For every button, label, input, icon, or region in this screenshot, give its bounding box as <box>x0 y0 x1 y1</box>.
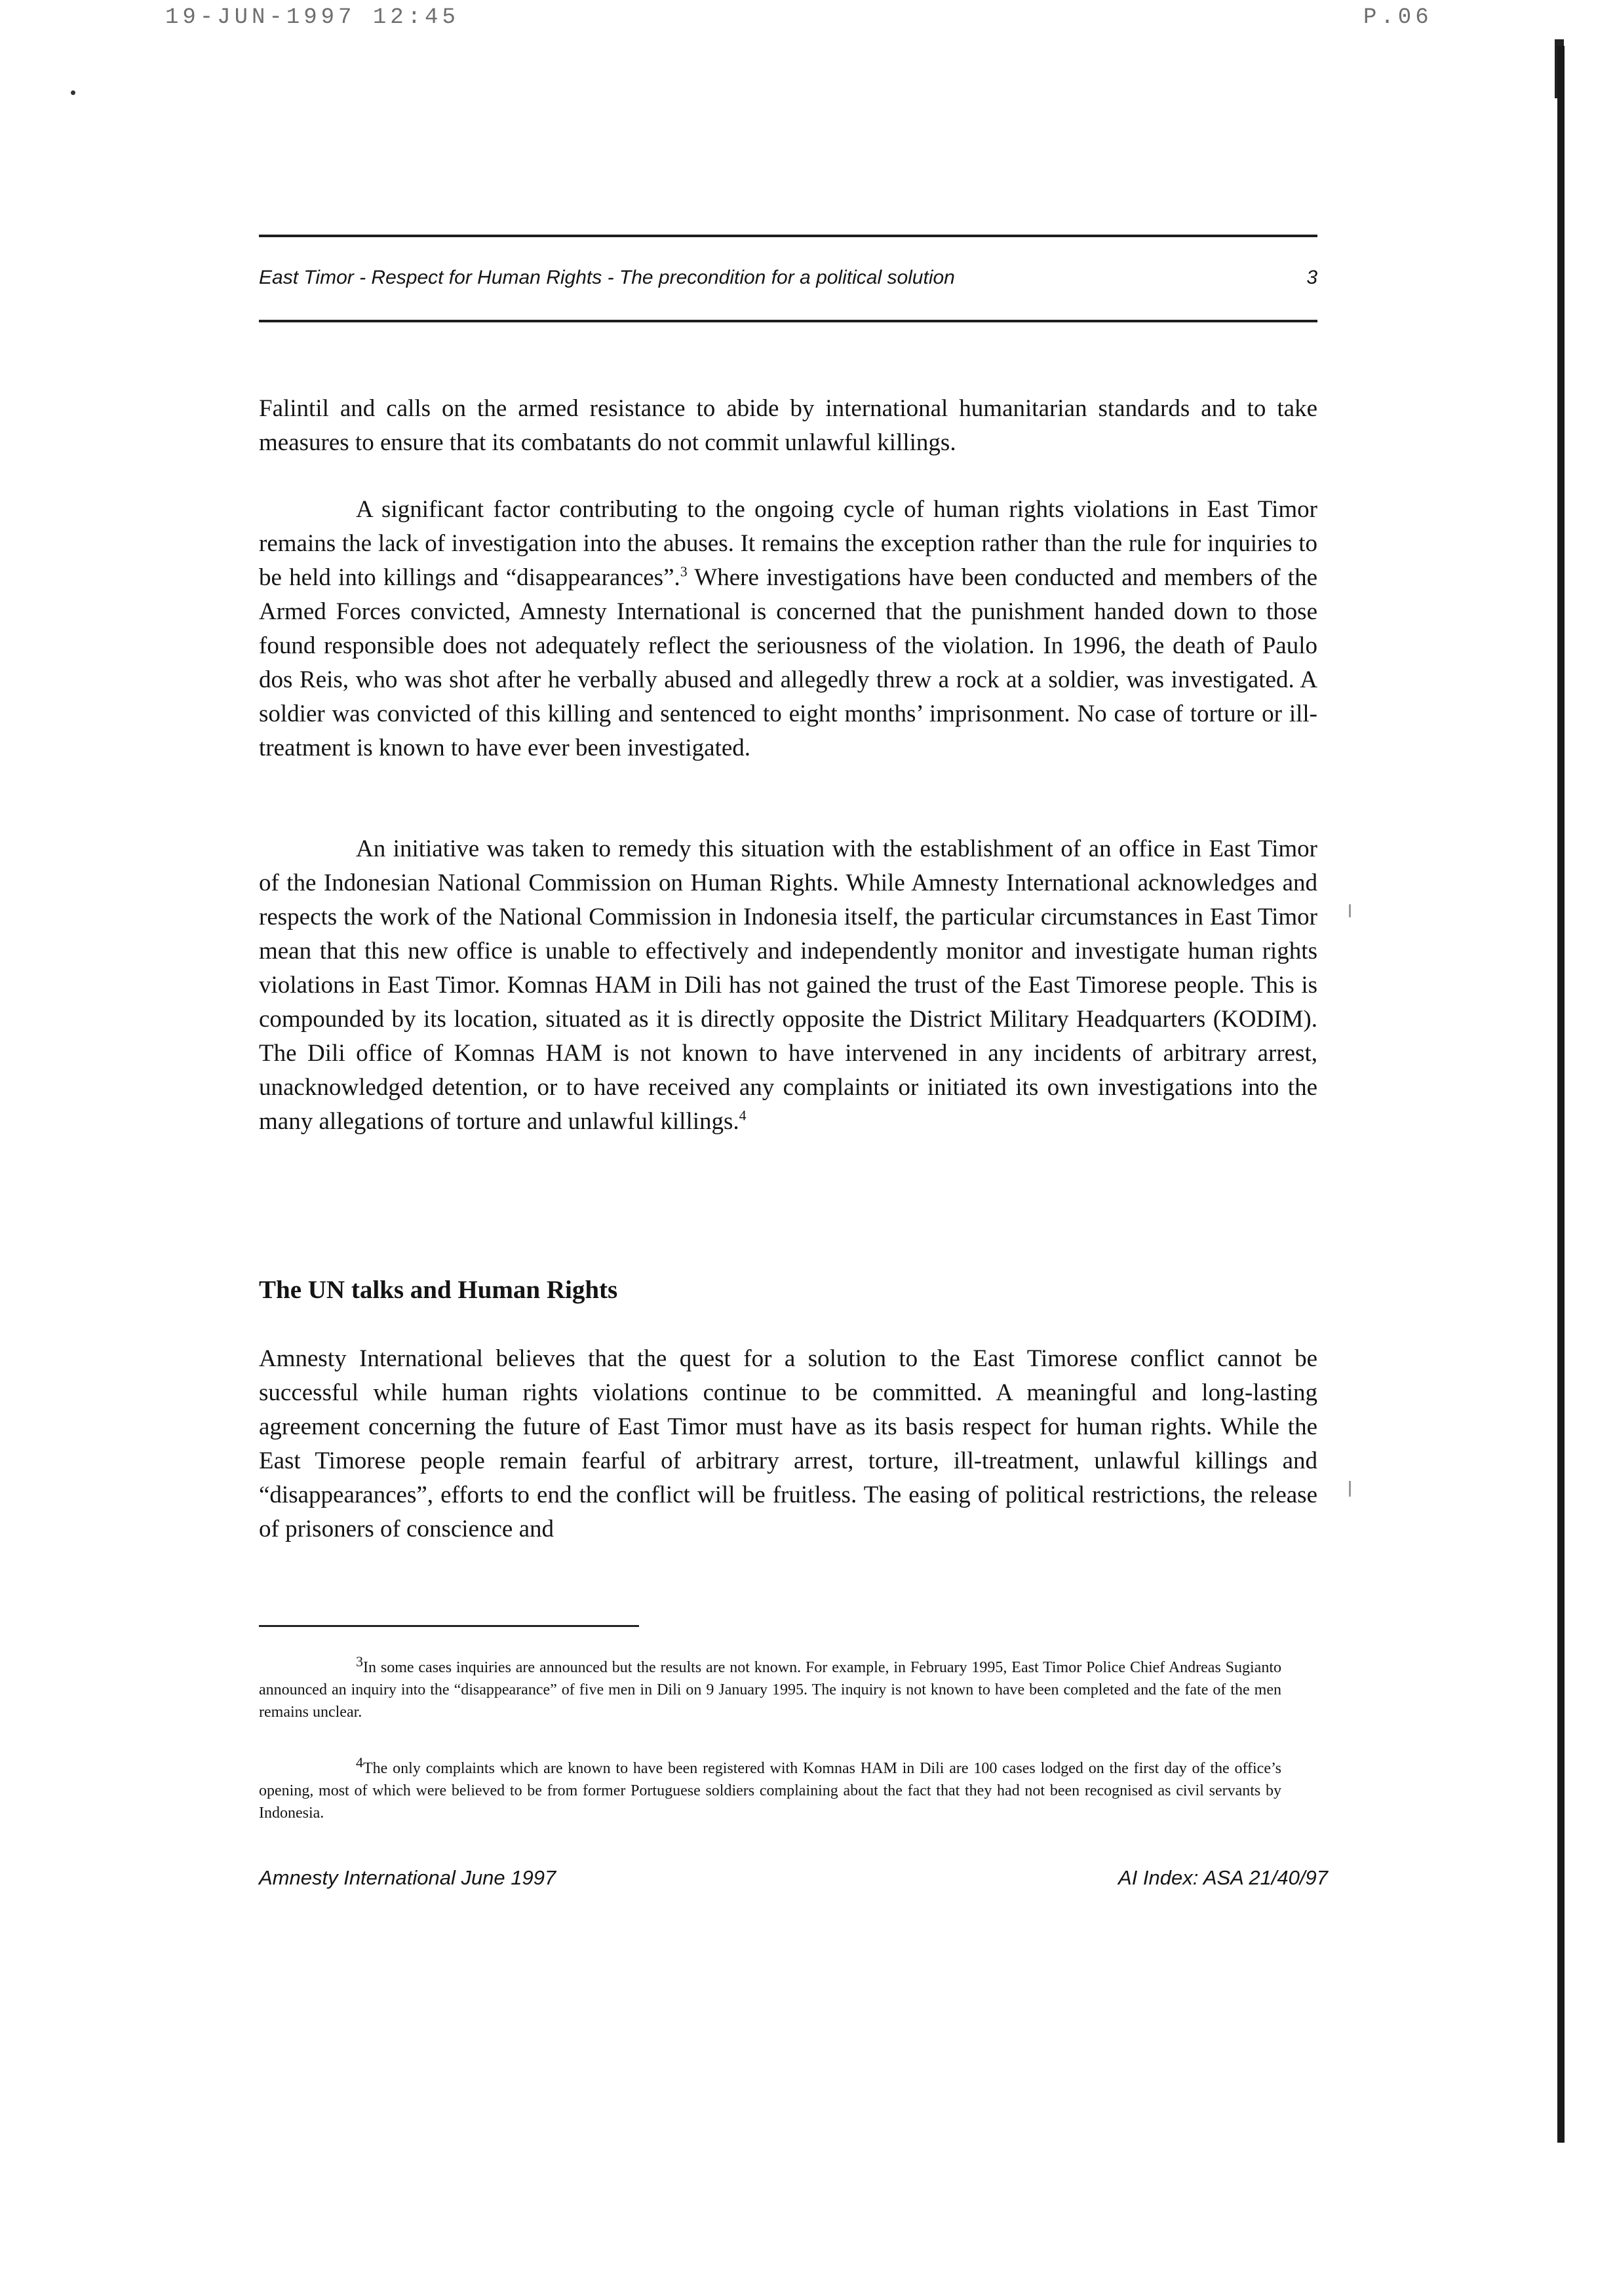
paragraph-1: Falintil and calls on the armed resistance to abide by international humanitarian standards and to take measures to ensure that its combatants do not commit unlawful killings. <box>259 395 1317 456</box>
footer-publisher: Amnesty International June 1997 <box>259 1866 556 1889</box>
footnote-3-ref: 3 <box>356 1653 363 1670</box>
header-rule-top <box>259 235 1317 237</box>
header-rule-bottom <box>259 320 1317 322</box>
paragraph-3 <box>259 832 1317 1139</box>
margin-mark <box>1349 904 1351 917</box>
footnote-3-text: In some cases inquiries are announced but the results are not known. For example, in February 1995, East Timor Police Chief Andreas Sugianto announced an inquiry into the “disappearance” of five men in Dili on 9 January 1995. The inquiry is not known to have been completed and the fate of the men remains unclear. <box>259 1659 1281 1721</box>
running-header <box>259 267 1317 289</box>
footnote-4-ref: 4 <box>356 1754 363 1770</box>
section-heading: The UN talks and Human Rights <box>259 1276 618 1304</box>
paragraph-4: Amnesty International believes that the quest for a solution to the East Timorese conflict cannot be successful while human rights violations continue to be committed. A meaningful and long-lasting agreement concerning the future of East Timor must have as its basis respect for human rights. While the East Timorese people remain fearful of arbitrary arrest, torture, ill-treatment, unlawful killings and “disappearances”, efforts to end the conflict will be fruitless. The easing of political restrictions, the release of prisoners of conscience and <box>259 1345 1317 1542</box>
paragraph-2-text-a: A significant factor contributing to the ongoing cycle of human rights violations in East Timor remains the lack of investigation into the abuses. It remains the exception rather than the rule for inquiries to be held into killings and “disappearances”. <box>259 496 1317 591</box>
scan-edge-shadow <box>1557 46 1565 2143</box>
footnote-rule <box>259 1625 639 1627</box>
fax-timestamp: 19-JUN-1997 12:45 <box>165 5 459 30</box>
fax-page-number: P.06 <box>1363 5 1433 30</box>
footnote-4 <box>259 1754 1281 1824</box>
footnote-ref-3: 3 <box>680 563 688 580</box>
header-title: East Timor - Respect for Human Rights - The precondition for a political solution <box>259 267 955 288</box>
footnote-3 <box>259 1653 1281 1723</box>
scan-speck <box>71 90 75 95</box>
footer-index: AI Index: ASA 21/40/97 <box>1118 1866 1328 1889</box>
page-number: 3 <box>1306 267 1317 288</box>
paragraph-2 <box>259 493 1317 765</box>
footnote-4-text: The only complaints which are known to have been registered with Komnas HAM in Dili are 100 cases lodged on the first day of the office’s opening, most of which were believed to be from former Portuguese soldiers complaining about the fact that they had not been recognised as civil servants by Indonesia. <box>259 1760 1281 1822</box>
footnote-ref-4: 4 <box>739 1107 747 1124</box>
paragraph-2-text-b: Where investigations have been conducted and members of the Armed Forces convicted, Amnesty International is concerned that the punishment handed down to those found responsible does not adequately reflect the seriousness of the violation. In 1996, the death of Paulo dos Reis, who was shot after he verbally abused and allegedly threw a rock at a soldier, was investigated. A soldier was convicted of this killing and sentenced to eight months’ imprisonment. No case of torture or ill-treatment is known to have ever been investigated. <box>259 564 1317 761</box>
margin-mark <box>1349 1481 1351 1497</box>
paragraph-3-text: An initiative was taken to remedy this situation with the establishment of an office in East Timor of the Indonesian National Commission on Human Rights. While Amnesty International acknowledges and respects the work of the National Commission in Indonesia itself, the particular circumstances in East Timor mean that this new office is unable to effectively and independently monitor and investigate human rights violations in East Timor. Komnas HAM in Dili has not gained the trust of the East Timorese people. This is compounded by its location, situated as it is directly opposite the District Military Headquarters (KODIM). The Dili office of Komnas HAM is not known to have intervened in any incidents of arbitrary arrest, unacknowledged detention, or to have received any complaints or initiated its own investigations into the many allegations of torture and unlawful killings. <box>259 835 1317 1135</box>
